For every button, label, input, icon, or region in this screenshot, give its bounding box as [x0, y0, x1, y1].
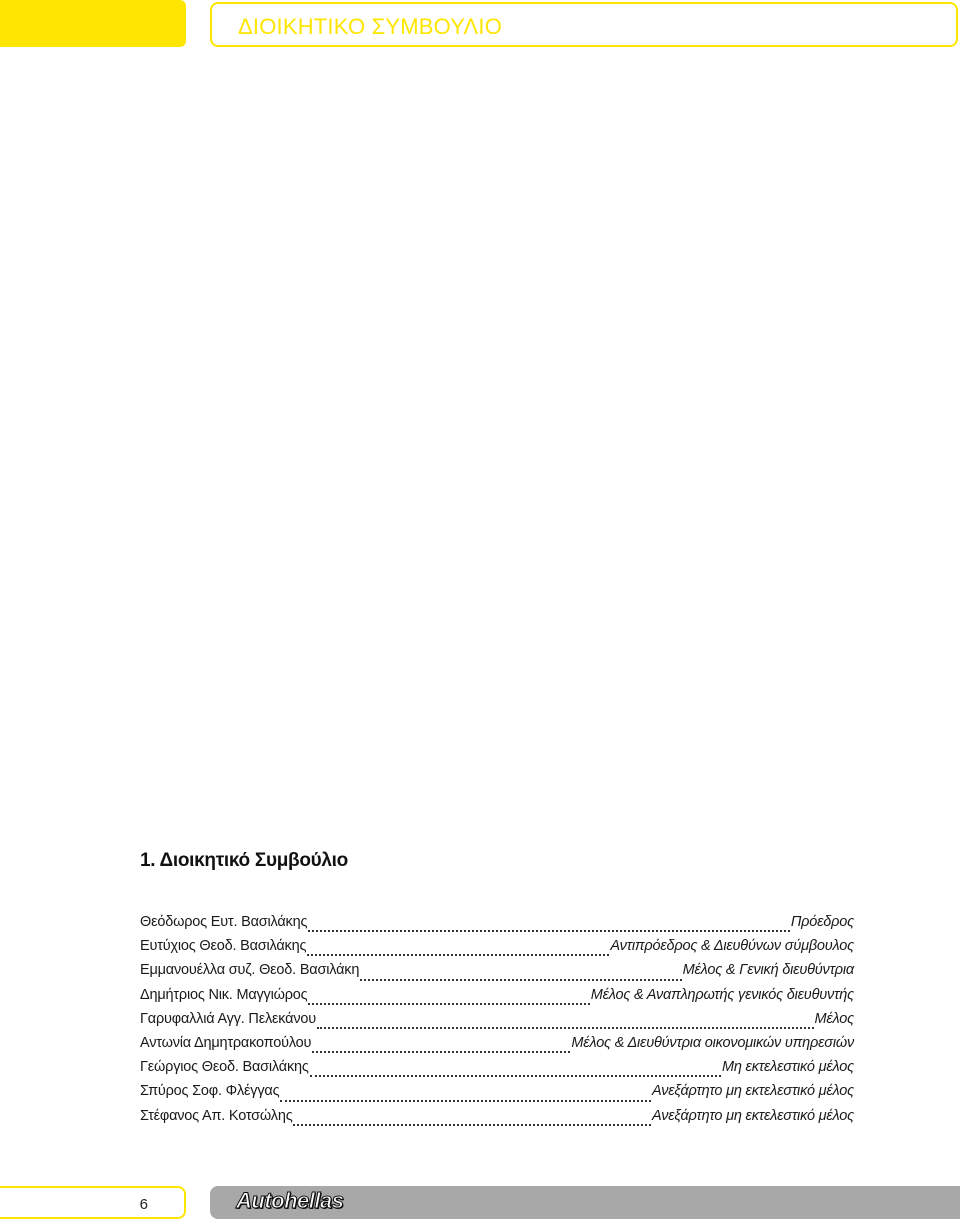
- member-row: [140, 1059, 854, 1083]
- member-name: Γεώργιος Θεοδ. Βασιλάκης: [140, 1059, 309, 1076]
- dot-leader: [312, 1051, 570, 1053]
- member-role: Ανεξάρτητο μη εκτελεστικό μέλος: [651, 1083, 854, 1100]
- member-name: Εμμανουέλλα συζ. Θεοδ. Βασιλάκη: [140, 962, 360, 979]
- member-role: Μέλος & Αναπληρωτής γενικός διευθυντής: [590, 986, 854, 1003]
- member-role: Μέλος: [814, 1010, 854, 1027]
- dot-leader: [293, 1124, 651, 1126]
- member-row: [140, 1083, 854, 1107]
- member-row: [140, 914, 854, 938]
- footer-bar: [210, 1186, 960, 1219]
- dot-leader: [310, 1075, 721, 1077]
- member-name: Αντωνία Δημητρακοπούλου: [140, 1034, 312, 1051]
- member-role: Μέλος & Γενική διευθύντρια: [682, 962, 854, 979]
- member-role: Ανεξάρτητο μη εκτελεστικό μέλος: [651, 1107, 854, 1124]
- member-name: Γαρυφαλλιά Αγγ. Πελεκάνου: [140, 1010, 316, 1027]
- page-number-box: [0, 1186, 186, 1219]
- member-row: [140, 962, 854, 986]
- page-number: 6: [139, 1196, 148, 1213]
- member-name: Θεόδωρος Ευτ. Βασιλάκης: [140, 914, 308, 930]
- member-role: Μη εκτελεστικό μέλος: [721, 1059, 854, 1076]
- dot-leader: [307, 954, 609, 956]
- member-row: [140, 938, 854, 962]
- member-role: Μέλος & Διευθύντρια οικονομικών υπηρεσιών: [571, 1034, 854, 1051]
- header-title: ΔΙΟΙΚΗΤΙΚΟ ΣΥΜΒΟΥΛΙΟ: [238, 14, 503, 39]
- member-name: Στέφανος Απ. Κοτσώλης: [140, 1107, 293, 1124]
- member-role: Πρόεδρος: [790, 914, 854, 930]
- member-name: Δημήτριος Νικ. Μαγγιώρος: [140, 986, 308, 1003]
- dot-leader: [317, 1027, 814, 1029]
- board-members-list: [140, 914, 854, 1132]
- section-title: 1. Διοικητικό Συμβούλιο: [140, 850, 348, 871]
- header-box: [210, 2, 958, 47]
- dot-leader: [360, 979, 681, 981]
- member-row: [140, 1035, 854, 1059]
- header-accent-block: [0, 0, 186, 47]
- member-name: Ευτύχιος Θεοδ. Βασιλάκης: [140, 938, 307, 955]
- member-row: [140, 987, 854, 1011]
- dot-leader: [308, 1003, 589, 1005]
- member-row: [140, 1108, 854, 1132]
- member-role: Αντιπρόεδρος & Διευθύνων σύμβουλος: [610, 938, 854, 955]
- dot-leader: [280, 1100, 651, 1102]
- member-row: [140, 1011, 854, 1035]
- autohellas-logo: Autohellas: [236, 1188, 344, 1213]
- member-name: Σπύρος Σοφ. Φλέγγας: [140, 1083, 280, 1100]
- dot-leader: [308, 930, 790, 932]
